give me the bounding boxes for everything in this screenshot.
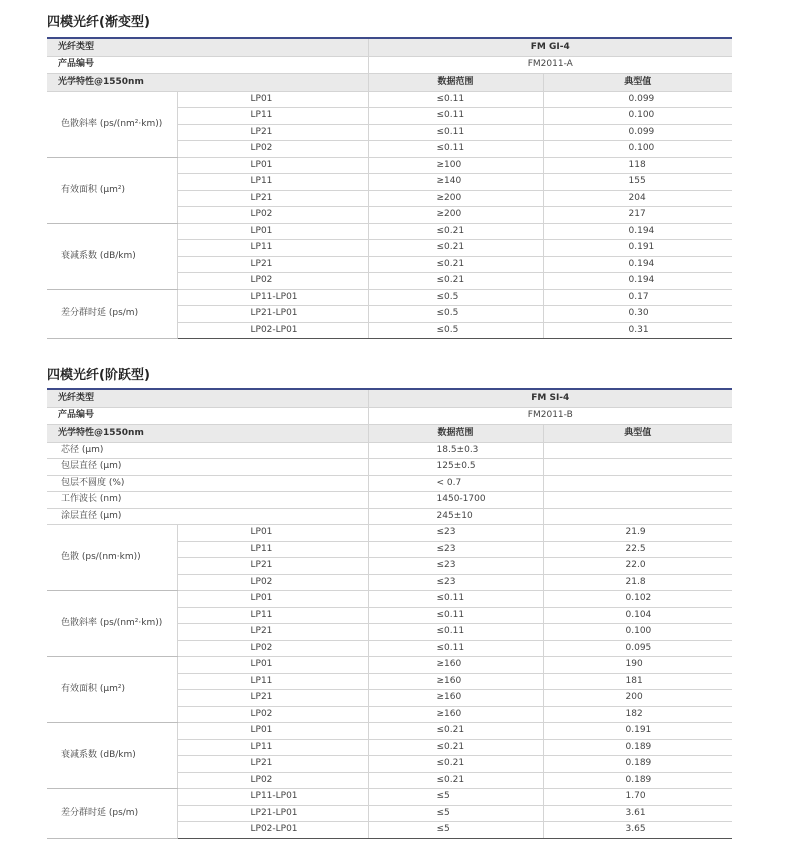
range-value: ≥140 (368, 174, 543, 191)
typical-header: 典型值 (543, 73, 732, 91)
typical-value: 0.104 (543, 607, 732, 624)
group-label: 色散斜率 (ps/(nm²·km)) (47, 591, 177, 657)
spec-typical (543, 459, 732, 476)
mode-row (47, 289, 732, 306)
mode-name: LP11 (177, 673, 368, 690)
typical-value: 21.9 (543, 525, 732, 542)
range-value: ≥160 (368, 706, 543, 723)
fiber-type-row (47, 38, 732, 57)
mode-name: LP02 (177, 574, 368, 591)
group-label: 色散 (ps/(nm·km)) (47, 525, 177, 591)
mode-name: LP01 (177, 91, 368, 108)
range-value: ≥160 (368, 673, 543, 690)
typical-value: 0.100 (543, 624, 732, 641)
mode-name: LP02-LP01 (177, 322, 368, 339)
mode-name: LP11 (177, 108, 368, 125)
range-value: ≤0.11 (368, 91, 543, 108)
typical-value: 0.17 (543, 289, 732, 306)
typical-value: 0.100 (543, 108, 732, 125)
mode-name: LP02 (177, 706, 368, 723)
spec-row (47, 492, 732, 509)
mode-name: LP21-LP01 (177, 306, 368, 323)
range-value: ≤0.5 (368, 322, 543, 339)
mode-name: LP01 (177, 657, 368, 674)
product-code-label: 产品编号 (47, 57, 368, 74)
range-value: ≤0.21 (368, 772, 543, 789)
mode-name: LP02-LP01 (177, 822, 368, 839)
typical-value: 204 (543, 190, 732, 207)
range-value: ≥160 (368, 657, 543, 674)
group-label: 衰减系数 (dB/km) (47, 223, 177, 289)
mode-name: LP11 (177, 174, 368, 191)
spec-name: 芯径 (μm) (47, 442, 368, 459)
typical-value: 155 (543, 174, 732, 191)
typical-value: 0.189 (543, 739, 732, 756)
range-value: ≤5 (368, 822, 543, 839)
spec-typical (543, 475, 732, 492)
product-code-value: FM2011-B (368, 408, 732, 425)
typical-value: 217 (543, 207, 732, 224)
range-value: ≤0.21 (368, 723, 543, 740)
range-value: ≤0.21 (368, 273, 543, 290)
spec-range: 245±10 (368, 508, 543, 525)
mode-name: LP21 (177, 124, 368, 141)
range-value: ≤23 (368, 574, 543, 591)
range-value: ≤0.11 (368, 640, 543, 657)
typical-value: 0.189 (543, 756, 732, 773)
typical-value: 0.100 (543, 141, 732, 158)
mode-row (47, 657, 732, 674)
range-value: ≤0.21 (368, 739, 543, 756)
typical-value: 0.191 (543, 723, 732, 740)
typical-value: 3.65 (543, 822, 732, 839)
mode-row (47, 591, 732, 608)
fiber-type-row (47, 389, 732, 408)
range-value: ≤5 (368, 789, 543, 806)
typical-value: 182 (543, 706, 732, 723)
range-value: ≤0.11 (368, 624, 543, 641)
range-value: ≤23 (368, 541, 543, 558)
typical-value: 0.189 (543, 772, 732, 789)
fiber-type-label: 光纤类型 (47, 389, 368, 408)
typical-value: 118 (543, 157, 732, 174)
range-header: 数据范围 (368, 73, 543, 91)
spec-range: 1450-1700 (368, 492, 543, 509)
mode-row (47, 723, 732, 740)
mode-name: LP02 (177, 640, 368, 657)
range-value: ≤0.11 (368, 591, 543, 608)
table2-title: 四模光纤(阶跃型) (47, 368, 150, 383)
range-value: ≤0.21 (368, 256, 543, 273)
optical-label: 光学特性@1550nm (47, 73, 368, 91)
range-value: ≤0.11 (368, 108, 543, 125)
product-code-row (47, 57, 732, 74)
spec-range: 18.5±0.3 (368, 442, 543, 459)
spec-row (47, 475, 732, 492)
mode-row (47, 525, 732, 542)
spec-typical (543, 442, 732, 459)
mode-name: LP21 (177, 624, 368, 641)
mode-row (47, 789, 732, 806)
range-value: ≤0.11 (368, 124, 543, 141)
spec-table-si (47, 388, 732, 839)
table1-title: 四模光纤(渐变型) (47, 15, 150, 30)
range-value: ≤0.21 (368, 223, 543, 240)
range-value: ≤23 (368, 558, 543, 575)
range-value: ≥160 (368, 690, 543, 707)
mode-row (47, 223, 732, 240)
spec-name: 涂层直径 (μm) (47, 508, 368, 525)
typical-value: 0.194 (543, 223, 732, 240)
range-value: ≤23 (368, 525, 543, 542)
typical-value: 0.099 (543, 91, 732, 108)
mode-name: LP01 (177, 591, 368, 608)
mode-name: LP21 (177, 756, 368, 773)
typical-value: 1.70 (543, 789, 732, 806)
spec-row (47, 508, 732, 525)
typical-value: 21.8 (543, 574, 732, 591)
typical-value: 3.61 (543, 805, 732, 822)
optical-header-row (47, 73, 732, 91)
mode-name: LP21 (177, 190, 368, 207)
spec-row (47, 442, 732, 459)
range-value: ≤0.11 (368, 141, 543, 158)
typical-header: 典型值 (543, 424, 732, 442)
mode-name: LP21 (177, 256, 368, 273)
group-label: 差分群时延 (ps/m) (47, 789, 177, 839)
mode-name: LP02 (177, 207, 368, 224)
typical-value: 190 (543, 657, 732, 674)
mode-name: LP21 (177, 558, 368, 575)
group-label: 差分群时延 (ps/m) (47, 289, 177, 339)
mode-name: LP11 (177, 541, 368, 558)
typical-value: 0.102 (543, 591, 732, 608)
range-value: ≤0.5 (368, 306, 543, 323)
range-header: 数据范围 (368, 424, 543, 442)
spec-table-gi (47, 37, 732, 339)
typical-value: 181 (543, 673, 732, 690)
group-label: 有效面积 (μm²) (47, 157, 177, 223)
mode-name: LP21-LP01 (177, 805, 368, 822)
mode-name: LP21 (177, 690, 368, 707)
mode-name: LP02 (177, 141, 368, 158)
mode-name: LP01 (177, 525, 368, 542)
table2-body (47, 442, 732, 838)
mode-name: LP01 (177, 223, 368, 240)
typical-value: 200 (543, 690, 732, 707)
typical-value: 0.30 (543, 306, 732, 323)
typical-value: 0.31 (543, 322, 732, 339)
fiber-type-value: FM SI-4 (368, 389, 732, 408)
mode-row (47, 91, 732, 108)
fiber-type-value: FM GI-4 (368, 38, 732, 57)
typical-value: 0.099 (543, 124, 732, 141)
mode-name: LP11-LP01 (177, 789, 368, 806)
product-code-label: 产品编号 (47, 408, 368, 425)
typical-value: 22.0 (543, 558, 732, 575)
range-value: ≤5 (368, 805, 543, 822)
spec-name: 工作波长 (nm) (47, 492, 368, 509)
range-value: ≤0.5 (368, 289, 543, 306)
spec-typical (543, 492, 732, 509)
optical-header-row (47, 424, 732, 442)
mode-name: LP11 (177, 607, 368, 624)
range-value: ≤0.21 (368, 756, 543, 773)
spec-row (47, 459, 732, 476)
spec-typical (543, 508, 732, 525)
spec-range: 125±0.5 (368, 459, 543, 476)
fiber-type-label: 光纤类型 (47, 38, 368, 57)
range-value: ≤0.11 (368, 607, 543, 624)
typical-value: 0.095 (543, 640, 732, 657)
spec-name: 包层直径 (μm) (47, 459, 368, 476)
typical-value: 22.5 (543, 541, 732, 558)
range-value: ≥200 (368, 190, 543, 207)
typical-value: 0.194 (543, 273, 732, 290)
typical-value: 0.194 (543, 256, 732, 273)
table1-body (47, 91, 732, 339)
mode-name: LP02 (177, 273, 368, 290)
product-code-value: FM2011-A (368, 57, 732, 74)
range-value: ≤0.21 (368, 240, 543, 257)
mode-name: LP11 (177, 739, 368, 756)
mode-name: LP11-LP01 (177, 289, 368, 306)
group-label: 衰减系数 (dB/km) (47, 723, 177, 789)
mode-name: LP11 (177, 240, 368, 257)
mode-name: LP01 (177, 723, 368, 740)
range-value: ≥100 (368, 157, 543, 174)
optical-label: 光学特性@1550nm (47, 424, 368, 442)
group-label: 有效面积 (μm²) (47, 657, 177, 723)
mode-name: LP02 (177, 772, 368, 789)
range-value: ≥200 (368, 207, 543, 224)
spec-name: 包层不圆度 (%) (47, 475, 368, 492)
mode-row (47, 157, 732, 174)
group-label: 色散斜率 (ps/(nm²·km)) (47, 91, 177, 157)
typical-value: 0.191 (543, 240, 732, 257)
mode-name: LP01 (177, 157, 368, 174)
product-code-row (47, 408, 732, 425)
spec-range: < 0.7 (368, 475, 543, 492)
